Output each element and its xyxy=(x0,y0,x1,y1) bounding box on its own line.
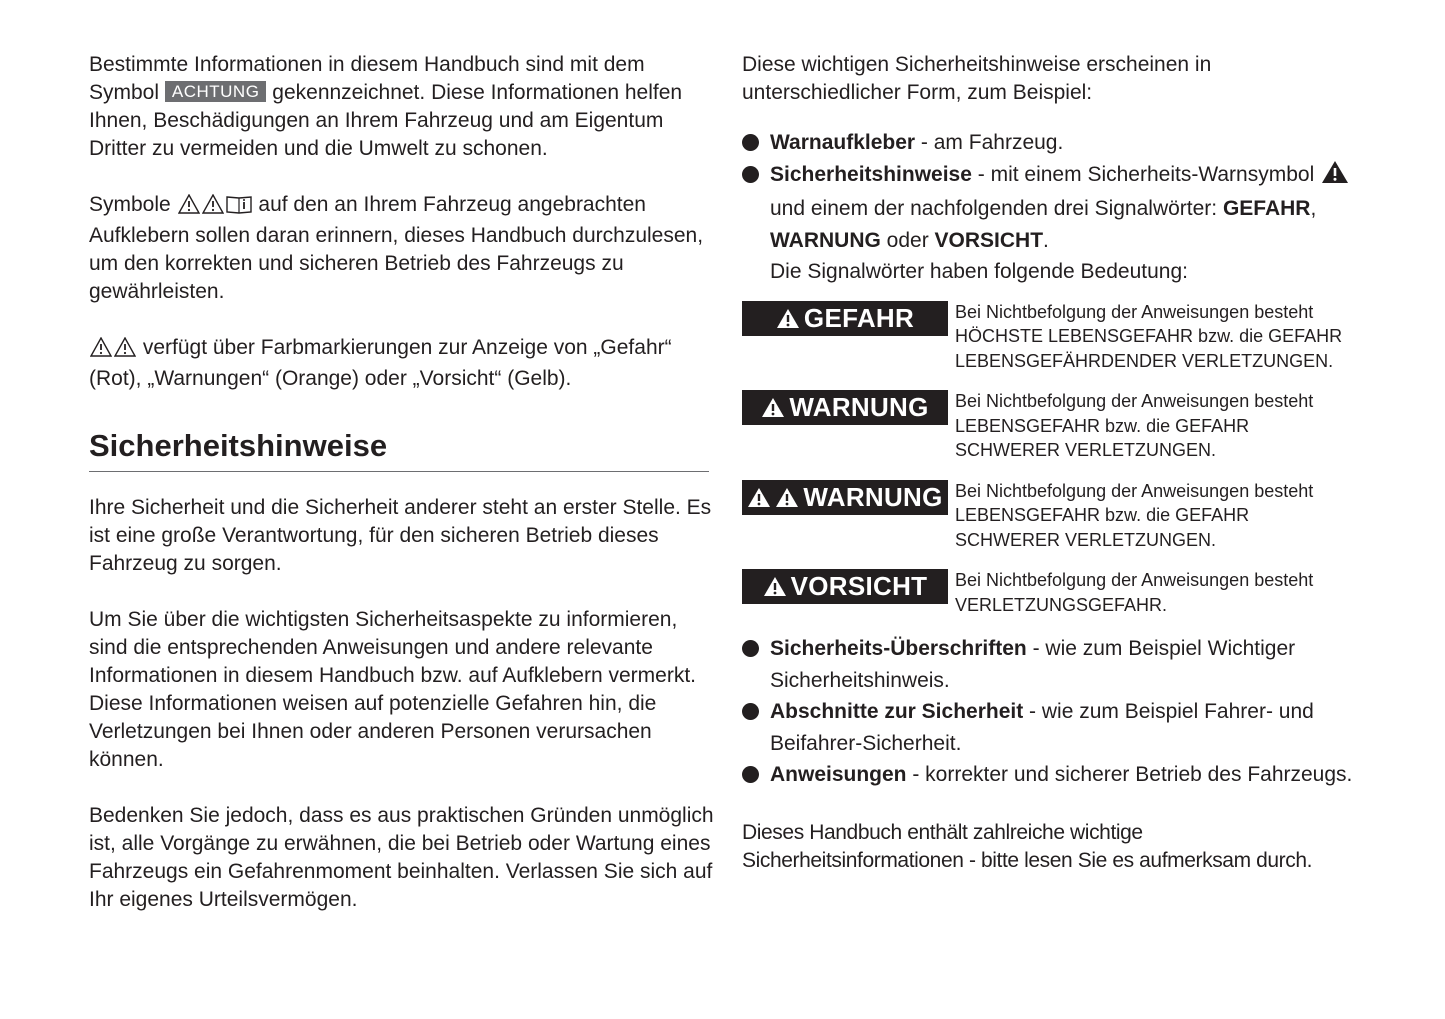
achtung-badge: ACHTUNG xyxy=(165,81,267,102)
paragraph-text: verfügt über Farbmarkierungen zur Anzeige von „Gefahr“ (Rot), „Warnungen“ (Orange) oder „Vorsicht“ (Gelb). xyxy=(89,336,672,390)
paragraph-text: auf den an Ihrem Fahrzeug angebrachten Aufklebern sollen daran erinnern, dieses Handbuch durchzulesen, um den korrekten und sicheren Betrieb des Fahrzeugs zu gewährleisten. xyxy=(89,193,704,303)
list-item xyxy=(742,159,1367,257)
bullet-text: - wie zum Beispiel Fahrer- und Beifahrer-Sicherheit. xyxy=(770,700,1314,755)
list-item xyxy=(742,127,1367,159)
signal-row-warnung xyxy=(742,389,1367,463)
manual-book-icon xyxy=(226,194,252,222)
bullet-heading: Sicherheitshinweise xyxy=(770,162,972,186)
signal-label-vorsicht xyxy=(742,569,948,604)
signal-word: GEFAHR xyxy=(1222,197,1311,220)
paragraph-intro: Ihre Sicherheit und die Sicherheit anderer steht an erster Stelle. Es ist eine große Verantwortung, für den sicheren Betrieb dieses Fahrzeug zu sorgen. xyxy=(89,496,712,575)
warning-triangle-outline-icon xyxy=(90,337,112,365)
warning-triangle-outline-icon xyxy=(178,194,200,222)
bullet-list xyxy=(742,127,1367,256)
signal-word: VORSICHT xyxy=(934,228,1044,252)
paragraph-forms-intro: Diese wichtigen Sicherheitshinweise erscheinen in unterschiedlicher Form, zum Beispiel: xyxy=(742,53,1212,104)
warning-triangle-outline-icon xyxy=(202,194,224,222)
paragraph-color-marks xyxy=(89,334,714,393)
paragraph-text: gekennzeichnet. Diese Informationen helfen Ihnen, Beschädigungen an Ihrem Fahrzeug und am Eigentum Dritter zu vermeiden und die Umwelt zu schonen. xyxy=(89,81,683,160)
paragraph-text: Bestimmte Informationen in diesem Handbuch sind mit dem Symbol xyxy=(89,53,645,104)
bullet-heading: Warnaufkleber xyxy=(770,131,916,154)
bullet-icon xyxy=(742,766,759,783)
warning-triangle-icon xyxy=(775,487,799,508)
signal-meaning-line: Die Signalwörter haben folgende Bedeutung: xyxy=(770,260,1188,283)
warning-triangle-icon xyxy=(761,397,785,418)
list-item xyxy=(742,633,1367,696)
signal-word: WARNUNG xyxy=(803,481,943,512)
bullet-icon xyxy=(742,166,759,183)
signal-word-table xyxy=(742,300,1367,618)
warning-triangle-icon xyxy=(747,487,771,508)
signal-row-warnung-double xyxy=(742,479,1367,553)
warning-triangle-outline-icon xyxy=(114,337,136,365)
bullet-heading: Anweisungen xyxy=(770,763,907,786)
bullet-text: - am Fahrzeug. xyxy=(915,131,1064,154)
paragraph-judgement: Bedenken Sie jedoch, dass es aus praktischen Gründen unmöglich ist, alle Vorgänge zu erwähnen, die bei Betrieb oder Wartung eines Fahrzeugs ein Gefahrenmoment beinhalten. Verlassen Sie sich auf Ihr eigenes Urteilsvermögen. xyxy=(89,804,714,911)
signal-description: Bei Nichtbefolgung der Anweisungen besteht LEBENSGEFAHR bzw. die GEFAHR SCHWERER VERLETZUNGEN. xyxy=(955,480,1314,550)
bullet-icon xyxy=(742,640,759,657)
signal-description: Bei Nichtbefolgung der Anweisungen besteht VERLETZUNGSGEFAHR. xyxy=(955,570,1314,615)
paragraph-information: Um Sie über die wichtigsten Sicherheitsaspekte zu informieren, sind die entsprechenden Anweisungen und andere relevante Informationen in diesem Handbuch bzw. auf Aufklebern vermerkt. Diese Informationen weisen auf potenzielle Gefahren hin, die Verletzungen bei Ihnen oder anderen Personen verursachen können. xyxy=(89,608,696,771)
paragraph-symbols xyxy=(89,191,714,306)
signal-label-gefahr xyxy=(742,301,948,336)
bullet-heading: Abschnitte zur Sicherheit xyxy=(770,700,1024,723)
list-item xyxy=(742,759,1367,791)
final-note: Dieses Handbuch enthält zahlreiche wichtige Sicherheitsinformationen - bitte lesen Sie es aufmerksam durch. xyxy=(742,820,1313,872)
section-title: Sicherheitshinweise xyxy=(89,427,709,472)
warning-triangle-icon xyxy=(776,308,800,329)
warning-triangle-icon xyxy=(763,576,787,597)
right-column xyxy=(742,51,1367,896)
signal-row-gefahr xyxy=(742,300,1367,374)
bullet-list xyxy=(742,633,1367,791)
paragraph-achtung xyxy=(89,51,714,163)
signal-row-vorsicht xyxy=(742,568,1367,617)
signal-word: GEFAHR xyxy=(803,302,915,333)
signal-label-warnung xyxy=(742,390,948,425)
bullet-text: oder xyxy=(880,228,935,252)
signal-word: WARNUNG xyxy=(789,392,929,422)
list-item xyxy=(742,696,1367,759)
warning-triangle-solid-icon xyxy=(1321,160,1349,194)
bullet-text: , xyxy=(1310,197,1317,220)
bullet-icon xyxy=(742,703,759,720)
bullet-heading: Sicherheits-Überschriften xyxy=(770,637,1027,660)
paragraph-text: Symbole xyxy=(89,193,171,216)
bullet-text: . xyxy=(1043,228,1049,252)
signal-label-warnung-double xyxy=(742,480,948,515)
signal-word: VORSICHT xyxy=(790,571,928,601)
bullet-text: - mit einem Sicherheits-Warnsymbol xyxy=(971,162,1315,186)
left-column xyxy=(89,51,714,914)
signal-description: Bei Nichtbefolgung der Anweisungen besteht LEBENSGEFAHR bzw. die GEFAHR SCHWERER VERLETZUNGEN. xyxy=(955,391,1314,460)
bullet-text: - wie zum Beispiel Wichtiger Sicherheitshinweis. xyxy=(770,637,1296,692)
bullet-icon xyxy=(742,134,759,151)
signal-description: Bei Nichtbefolgung der Anweisungen besteht HÖCHSTE LEBENSGEFAHR bzw. die GEFAHR LEBENSGEFÄHRDENDER VERLETZUNGEN. xyxy=(955,301,1343,371)
signal-word: WARNUNG xyxy=(770,228,881,252)
bullet-text: - korrekter und sicherer Betrieb des Fahrzeugs. xyxy=(906,763,1353,786)
bullet-text: und einem der nachfolgenden drei Signalwörter: xyxy=(770,197,1223,220)
